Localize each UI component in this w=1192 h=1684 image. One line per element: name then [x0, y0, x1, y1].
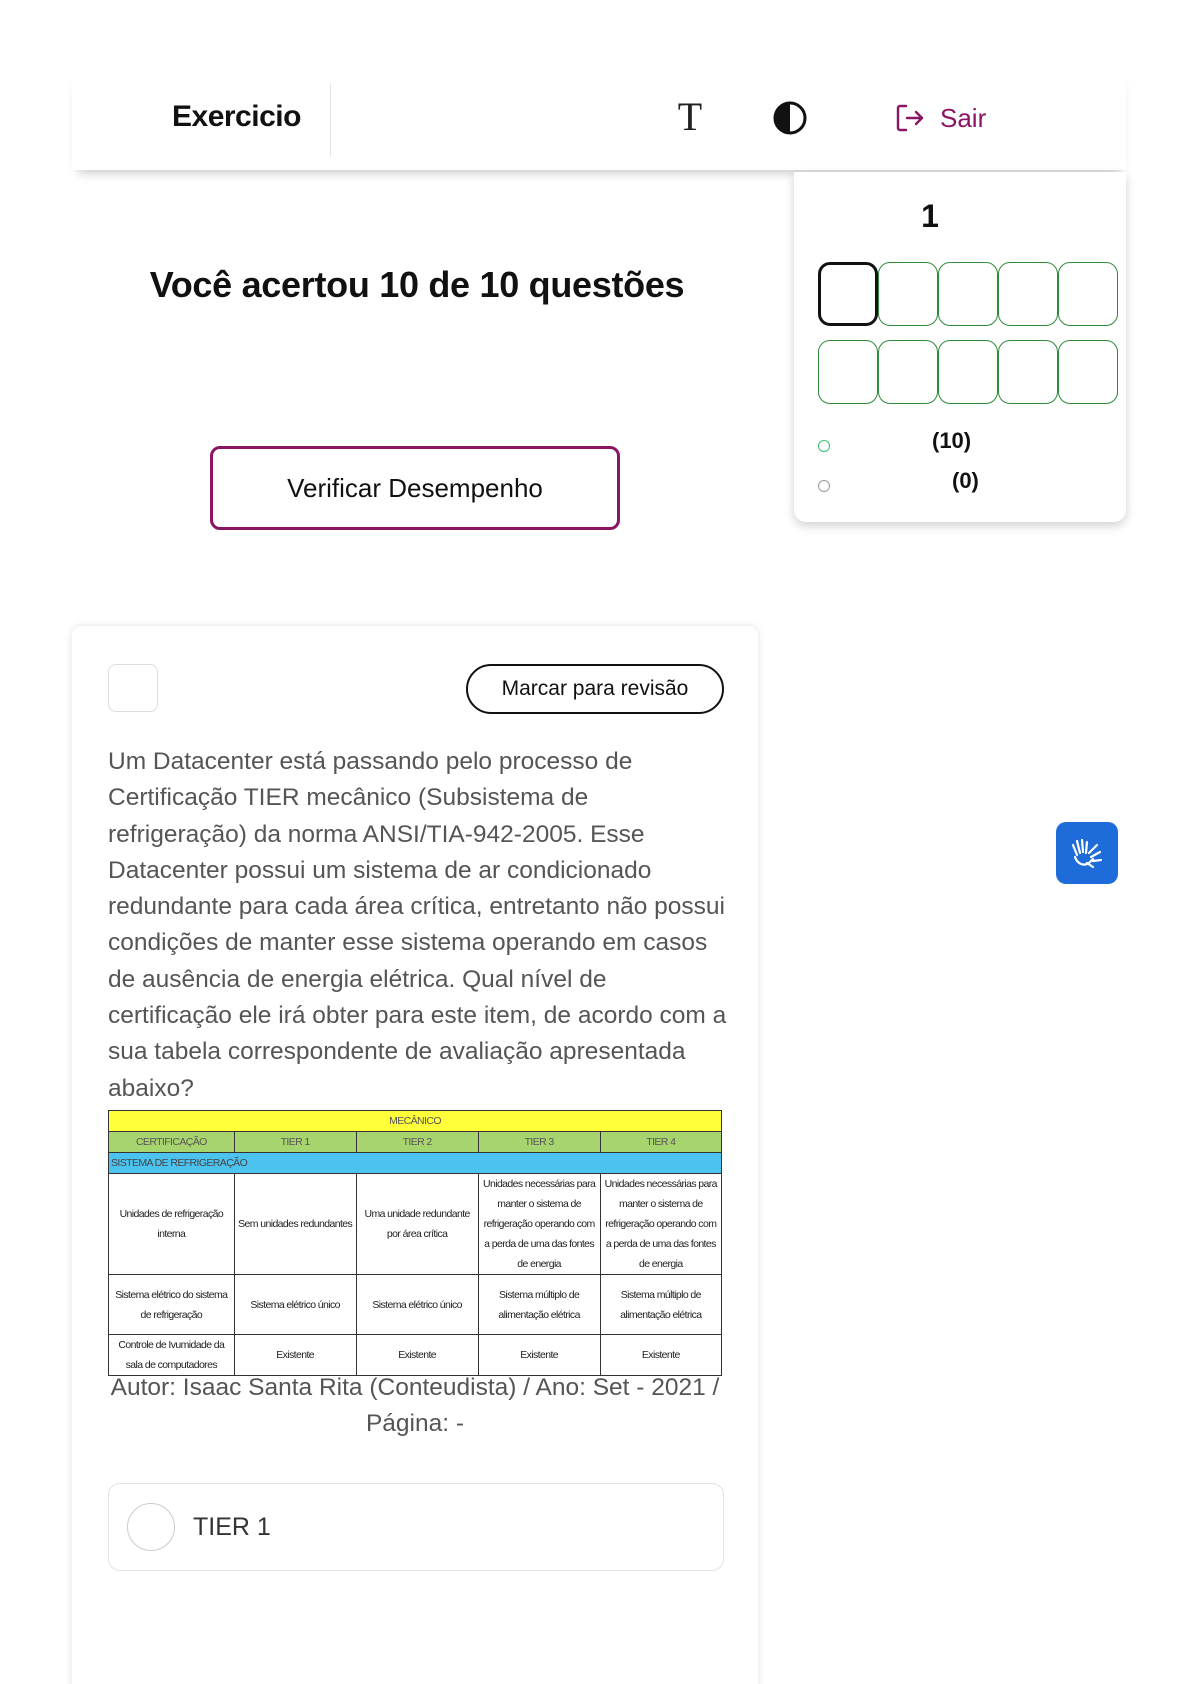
question-cell-8[interactable] — [938, 340, 998, 404]
table-cell: Controle de Ivumidade da sala de computadores — [109, 1335, 235, 1376]
current-question-number: 1 — [921, 198, 939, 234]
table-cell: Uma unidade redundante por área crítica — [356, 1174, 478, 1275]
sign-language-icon — [1067, 833, 1107, 873]
wrong-dot-icon — [818, 480, 830, 492]
table-header: CERTIFICAÇÃO — [109, 1132, 235, 1153]
table-cell: Unidades de refrigeração interna — [109, 1174, 235, 1275]
table-header: TIER 1 — [234, 1132, 356, 1153]
table-header: TIER 3 — [478, 1132, 600, 1153]
table-cell: Existente — [234, 1335, 356, 1376]
question-cell-4[interactable] — [998, 262, 1058, 326]
question-card — [72, 626, 758, 1684]
top-header — [72, 70, 1126, 170]
table-cell: Sistema múltiplo de alimentação elétrica — [478, 1275, 600, 1335]
answer-option-a[interactable] — [108, 1483, 724, 1571]
question-cell-3[interactable] — [938, 262, 998, 326]
table-cell: Existente — [478, 1335, 600, 1376]
verify-performance-button[interactable]: Verificar Desempenho — [210, 446, 620, 530]
question-checkbox[interactable] — [108, 664, 158, 712]
radio-button[interactable] — [127, 1503, 175, 1551]
question-navigator-panel — [794, 172, 1126, 522]
table-cell: Unidades necessárias para manter o sistema de refrigeração operando com a perda de uma das fontes de energia — [600, 1174, 721, 1275]
logout-label: Sair — [940, 102, 987, 133]
table-cell: Unidades necessárias para manter o sistema de refrigeração operando com a perda de uma das fontes de energia — [478, 1174, 600, 1275]
legend-wrong — [818, 480, 830, 492]
contrast-icon — [772, 100, 808, 136]
question-cell-10[interactable] — [1058, 340, 1118, 404]
question-cell-2[interactable] — [878, 262, 938, 326]
question-grid — [818, 262, 1118, 404]
correct-dot-icon — [818, 440, 830, 452]
table-cell: Existente — [600, 1335, 721, 1376]
option-label: TIER 1 — [193, 1512, 271, 1541]
question-cell-1[interactable] — [818, 262, 878, 326]
logout-icon — [894, 102, 926, 134]
question-cell-9[interactable] — [998, 340, 1058, 404]
font-size-button[interactable]: T — [677, 93, 703, 139]
table-cell: Sistema elétrico único — [234, 1275, 356, 1335]
table-cell: Sem unidades redundantes — [234, 1174, 356, 1275]
table-cell: Sistema múltiplo de alimentação elétrica — [600, 1275, 721, 1335]
table-cell: Sistema elétrico único — [356, 1275, 478, 1335]
question-cell-6[interactable] — [818, 340, 878, 404]
question-text: Um Datacenter está passando pelo processo de Certificação TIER mecânico (Subsistema de refrigeração) da norma ANSI/TIA-942-2005. Esse Datacenter possui um sistema de ar condicionado redundante para cada área crítica, entretanto não possui condições de manter esse sistema operando em casos de ausência de energia elétrica. Qual nível de certificação ele irá obter para este item, de acordo com a sua tabela correspondente de avaliação apresentada abaixo? — [108, 748, 727, 1102]
table-cell: Existente — [356, 1335, 478, 1376]
table-header: TIER 4 — [600, 1132, 721, 1153]
table-title: MECÂNICO — [109, 1111, 722, 1132]
page-title: Exercicio — [172, 100, 301, 133]
legend-correct — [818, 440, 830, 452]
mark-for-review-button[interactable]: Marcar para revisão — [466, 664, 724, 714]
tier-evaluation-table — [108, 1110, 722, 1376]
sign-language-button[interactable] — [1056, 822, 1118, 884]
contrast-button[interactable] — [766, 94, 814, 142]
table-header: TIER 2 — [356, 1132, 478, 1153]
result-title: Você acertou 10 de 10 questões — [149, 264, 685, 305]
correct-count: (10) — [932, 428, 972, 453]
table-cell: Sistema elétrico do sistema de refrigeração — [109, 1275, 235, 1335]
question-cell-5[interactable] — [1058, 262, 1118, 326]
question-cell-7[interactable] — [878, 340, 938, 404]
author-credit: Autor: Isaac Santa Rita (Conteudista) / Ano: Set - 2021 / Página: - — [110, 1374, 720, 1437]
wrong-count: (0) — [952, 468, 979, 493]
logout-button[interactable] — [894, 98, 986, 138]
table-section: SISTEMA DE REFRIGERAÇÃO — [109, 1153, 722, 1174]
header-divider — [330, 84, 331, 156]
